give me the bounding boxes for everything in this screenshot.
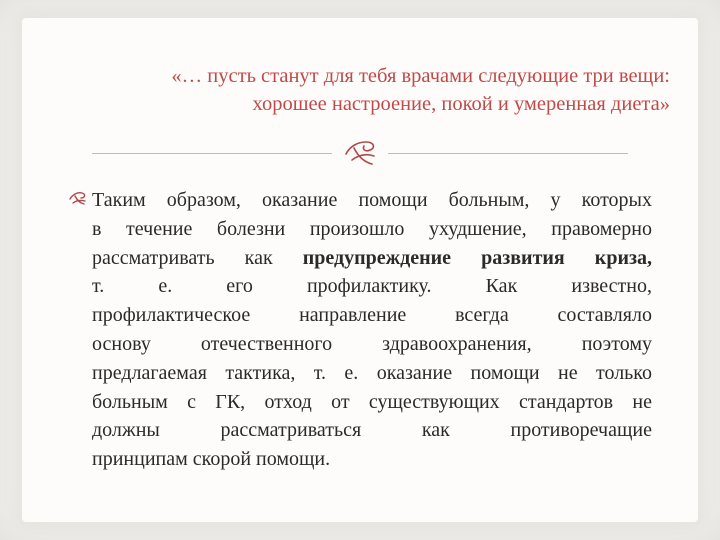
word: основу: [92, 332, 151, 355]
word: направление: [299, 304, 407, 327]
paragraph-line: [92, 301, 652, 330]
paragraph-line: в течение болезни произошло ухудшение, правомерно: [92, 217, 652, 240]
word: его: [226, 275, 253, 298]
word: как: [421, 419, 450, 442]
title-line-2: хорошее настроение, покой и умеренная диета»: [252, 93, 670, 115]
word: здравоохранения,: [382, 332, 532, 355]
paragraph-line: больным с ГК, отход от существующих стандартов не: [92, 390, 652, 413]
paragraph-line: [92, 272, 652, 301]
swirl-bullet-icon: [68, 190, 88, 206]
divider-line-left: [92, 153, 332, 154]
word: рассматриваться: [220, 419, 362, 442]
paragraph-line: Таким образом, оказание помощи больным, у которых: [92, 189, 652, 211]
word: е.: [158, 275, 173, 298]
divider-line-right: [388, 153, 628, 154]
paragraph-line: принципам скорой помощи.: [92, 448, 331, 471]
emphasis-text: предупреждение развития криза,: [302, 246, 652, 269]
word: должны: [92, 419, 160, 442]
paragraph-line: [92, 416, 652, 445]
word: профилактику.: [306, 275, 432, 298]
word: поэтому: [581, 332, 652, 355]
word: противоречащие: [510, 419, 652, 442]
bullet-item: [68, 186, 652, 474]
swirl-ornament-icon: [340, 134, 382, 168]
paragraph-text: рассматривать как: [92, 246, 303, 269]
title-line-1: «… пусть станут для тебя врачами следующие три вещи:: [171, 65, 670, 87]
paragraph-line: [92, 244, 652, 273]
word: отечественного: [200, 332, 333, 355]
word: всегда: [455, 304, 509, 327]
paragraph-line: [92, 330, 652, 359]
word: профилактическое: [92, 304, 251, 327]
bullet-paragraph: [92, 186, 652, 474]
paragraph-line: предлагаемая тактика, т. е. оказание помощи не только: [92, 361, 652, 384]
word: составляло: [557, 304, 652, 327]
word: т.: [92, 275, 105, 298]
slide-title: [60, 62, 670, 118]
word: известно,: [571, 275, 652, 298]
word: Как: [485, 275, 518, 298]
